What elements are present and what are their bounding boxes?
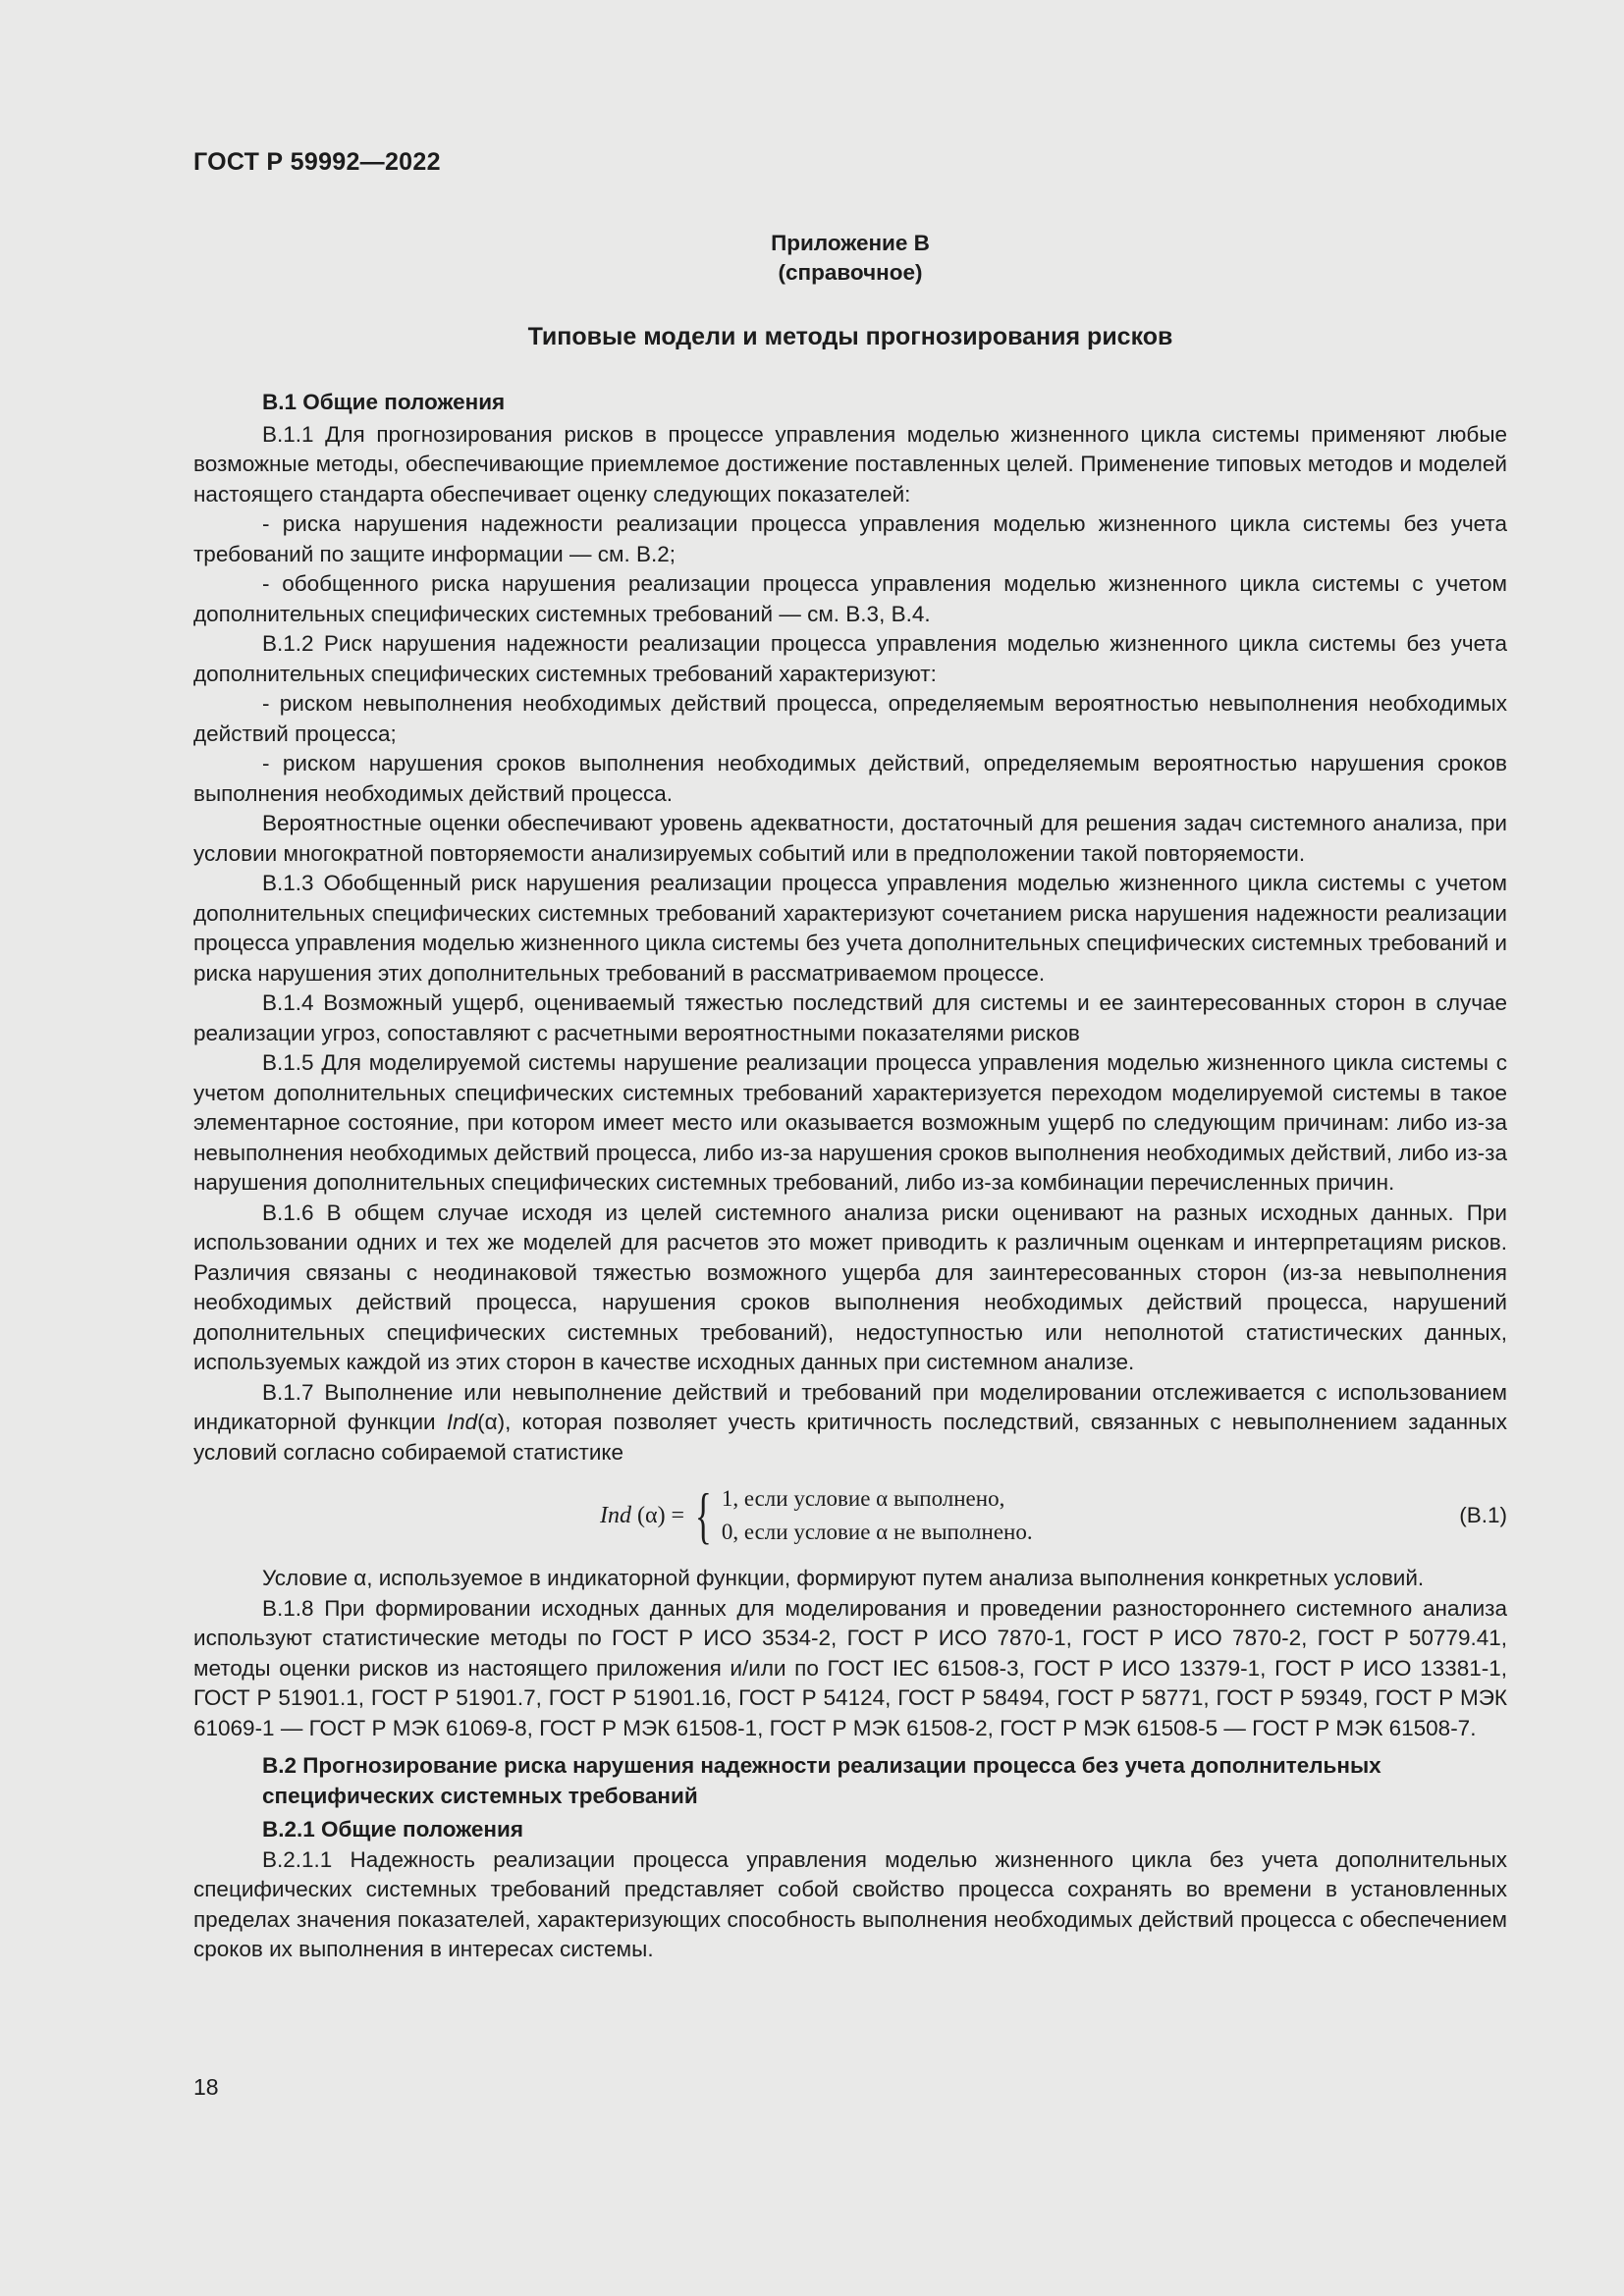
section-b2-heading-line1: В.2 Прогнозирование риска нарушения надежности реализации процесса без учета дополнительных	[262, 1753, 1381, 1778]
paragraph-b1-7	[193, 1378, 1507, 1468]
paragraph-b1-2: В.1.2 Риск нарушения надежности реализации процесса управления моделью жизненного цикла системы без учета дополнительных специфических системных требований характеризуют:	[193, 631, 1507, 686]
paragraph-b1-5: В.1.5 Для моделируемой системы нарушение реализации процесса управления моделью жизненного цикла системы с учетом дополнительных специфических системных требований характеризуется переходом моделируемой системы в такое элементарное состояние, при котором имеет место или оказывается возможным ущерб по следующим причинам: либо из-за невыполнения необходимых действий процесса, либо из-за нарушения сроков выполнения необходимых действий, либо из-за нарушения дополнительных специфических системных требований, либо из-за комбинации перечисленных причин.	[193, 1050, 1507, 1195]
paragraph-b2-1-1: В.2.1.1 Надежность реализации процесса управления моделью жизненного цикла без учета дополнительных специфических системных требований представляет собой свойство процесса сохранять во времени в установленных пределах значения показателей, характеризующих способность выполнения необходимых действий процесса с обеспечением сроков их выполнения в интересах системы.	[193, 1846, 1507, 1961]
b17-function-name: Ind	[446, 1410, 478, 1434]
list-item-b1-2a: - риском невыполнения необходимых действий процесса, определяемым вероятностью невыполнения необходимых действий процесса;	[193, 691, 1507, 746]
formula-lhs-argument: (α) =	[637, 1502, 685, 1528]
appendix-label: Приложение В	[771, 230, 930, 255]
paragraph-b1-3: В.1.3 Обобщенный риск нарушения реализации процесса управления моделью жизненного цикла системы с учетом дополнительных специфических системных требований характеризуют сочетанием риска нарушения надежности реализации процесса управления моделью жизненного цикла системы без учета дополнительных специфических системных требований и риска нарушения этих дополнительных требований в рассматриваемом процессе.	[193, 871, 1507, 986]
b17-text-after: , которая позволяет учесть критичность последствий, связанных с невыполнением заданных условий согласно собираемой статистике	[193, 1410, 1507, 1465]
section-b1-heading: В.1 Общие положения	[262, 390, 506, 414]
page-number: 18	[193, 2074, 219, 2100]
appendix-title: Типовые модели и методы прогнозирования рисков	[527, 322, 1173, 350]
paragraph-b1-6: В.1.6 В общем случае исходя из целей системного анализа риски оценивают на разных исходных данных. При использовании одних и тех же моделей для расчетов это может приводить к различным оценкам и интерпретациям рисков. Различия связаны с неодинаковой тяжестью возможного ущерба для заинтересованных сторон (из-за невыполнения необходимых действий процесса, нарушения сроков выполнения необходимых действий процесса, нарушений дополнительных специфических системных требований), недоступностью или неполнотой статистических данных, используемых каждой из этих сторон в качестве исходных данных при системном анализе.	[193, 1200, 1507, 1374]
formula-case-2: 0, если условие α не выполнено.	[721, 1520, 1033, 1544]
paragraph-condition: Условие α, используемое в индикаторной функции, формируют путем анализа выполнения конкретных условий.	[262, 1566, 1425, 1590]
left-brace-icon: {	[695, 1480, 712, 1550]
section-b21-heading: В.2.1 Общие положения	[262, 1817, 523, 1842]
document-page	[193, 147, 1507, 1965]
list-item-b1-1b: - обобщенного риска нарушения реализации процесса управления моделью жизненного цикла системы с учетом дополнительных специфических системных требований — см. В.3, В.4.	[193, 571, 1507, 626]
formula-expression	[600, 1479, 1033, 1552]
formula-lhs-function: Ind	[600, 1502, 631, 1528]
b17-text-before: В.1.7 Выполнение или невыполнение действий и требований при моделировании отслеживается с использованием индикаторной функции	[193, 1379, 1507, 1434]
section-b2-heading	[193, 1751, 1507, 1811]
list-item-b1-2b: - риском нарушения сроков выполнения необходимых действий, определяемым вероятностью нарушения сроков выполнения необходимых действий процесса.	[193, 751, 1507, 806]
formula-case-1: 1, если условие α выполнено,	[721, 1486, 1005, 1511]
paragraph-b1-8: В.1.8 При формировании исходных данных для моделирования и проведении разностороннего системного анализа используют статистические методы по ГОСТ Р ИСО 3534-2, ГОСТ Р ИСО 7870-1, ГОСТ Р ИСО 7870-2, ГОСТ Р 50779.41, методы оценки рисков из настоящего приложения и/или по ГОСТ IEC 61508-3, ГОСТ Р ИСО 13379-1, ГОСТ Р ИСО 13381-1, ГОСТ Р 51901.1, ГОСТ Р 51901.7, ГОСТ Р 51901.16, ГОСТ Р 54124, ГОСТ Р 58494, ГОСТ Р 58771, ГОСТ Р 59349, ГОСТ Р МЭК 61069-1 — ГОСТ Р МЭК 61069-8, ГОСТ Р МЭК 61508-1, ГОСТ Р МЭК 61508-2, ГОСТ Р МЭК 61508-5 — ГОСТ Р МЭК 61508-7.	[193, 1595, 1507, 1740]
equation-number: (В.1)	[1459, 1503, 1507, 1527]
appendix-kind: (справочное)	[778, 259, 923, 285]
section-b2-heading-line2: специфических системных требований	[262, 1783, 698, 1808]
formula-b1	[193, 1479, 1507, 1552]
paragraph-b1-1: В.1.1 Для прогнозирования рисков в процессе управления моделью жизненного цикла системы применяют любые возможные методы, обеспечивающие приемлемое достижение поставленных целей. Применение типовых методов и моделей настоящего стандарта обеспечивает оценку следующих показателей:	[193, 421, 1507, 507]
paragraph-b1-4: В.1.4 Возможный ущерб, оцениваемый тяжестью последствий для системы и ее заинтересованных сторон в случае реализации угроз, сопоставляют с расчетными вероятностными показателями рисков	[193, 990, 1507, 1045]
paragraph-probability: Вероятностные оценки обеспечивают уровень адекватности, достаточный для решения задач системного анализа, при условии многократной повторяемости анализируемых событий или в предположении такой повторяемости.	[193, 811, 1507, 866]
standard-header: ГОСТ Р 59992—2022	[193, 148, 441, 176]
formula-cases	[722, 1482, 1033, 1549]
list-item-b1-1a: - риска нарушения надежности реализации процесса управления моделью жизненного цикла системы без учета требований по защите информации — см. В.2;	[193, 511, 1507, 566]
b17-function-arg: (α)	[477, 1410, 506, 1434]
